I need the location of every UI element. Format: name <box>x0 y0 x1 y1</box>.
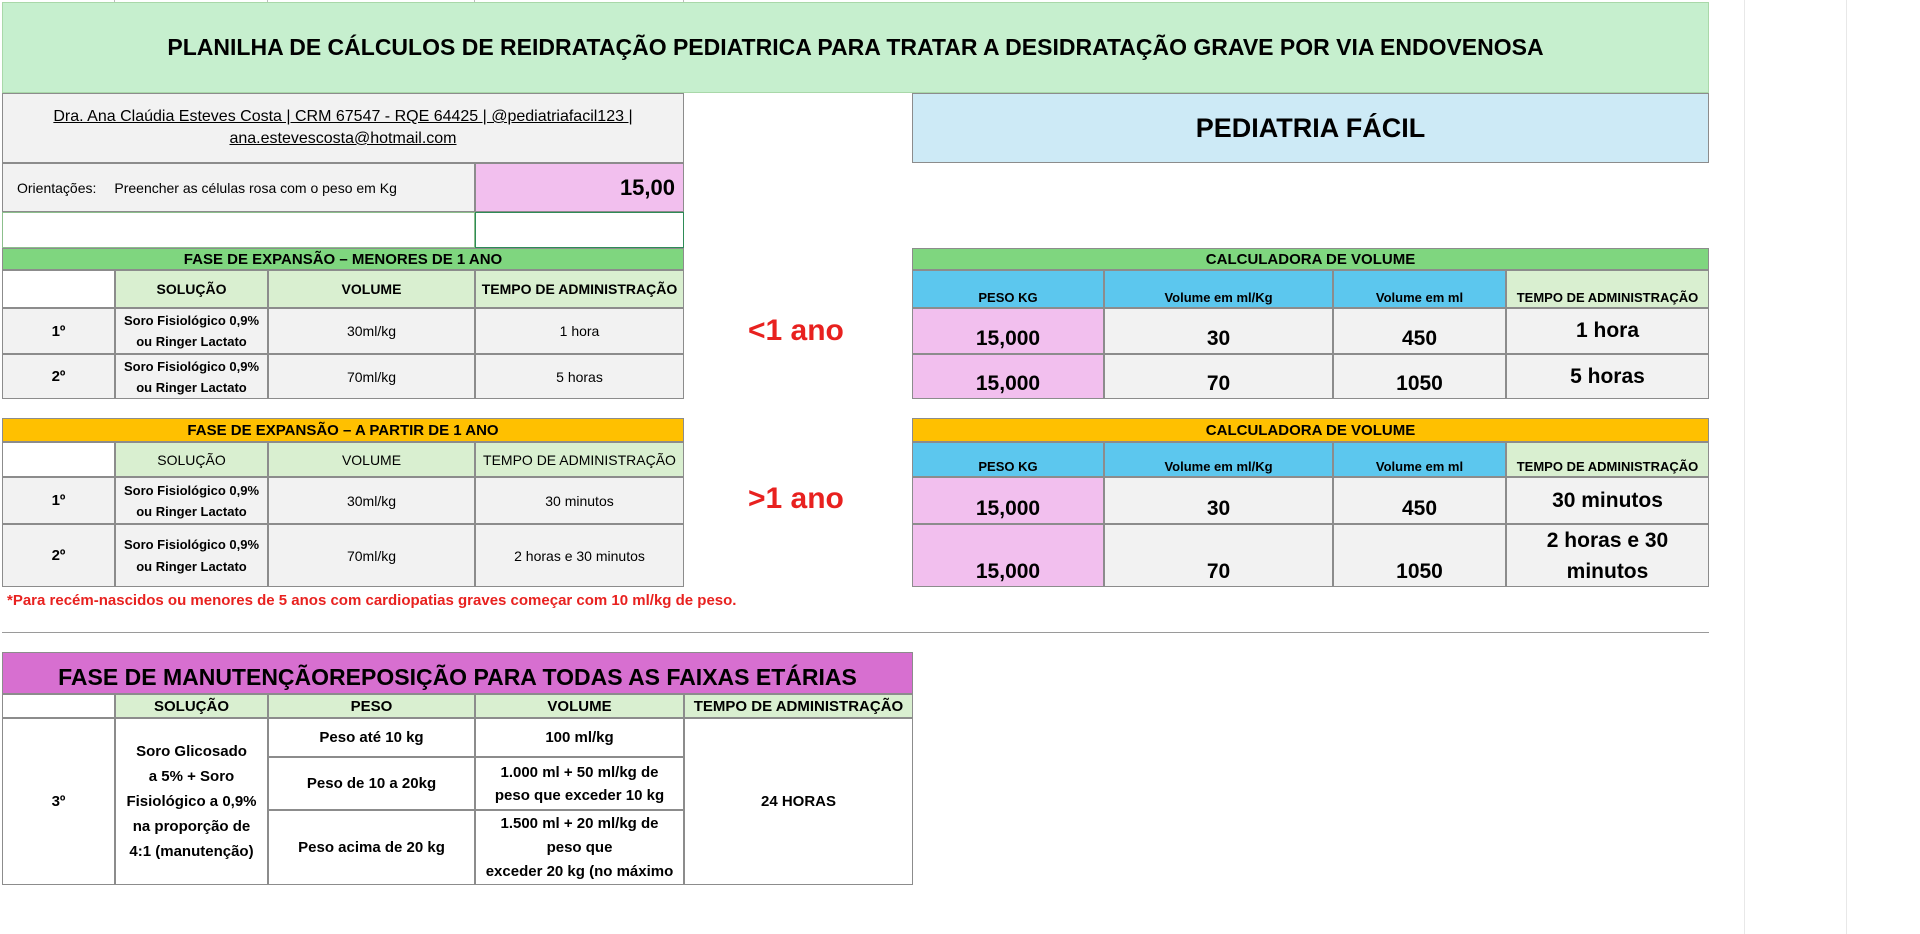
under1-calc-mlkg: 30 <box>1104 308 1333 354</box>
maint-header-solution: SOLUÇÃO <box>115 694 268 718</box>
under1-header-volume: VOLUME <box>268 270 475 308</box>
over1-calc-time <box>1506 524 1709 587</box>
over1-calc-header-mlkg: Volume em ml/Kg <box>1104 442 1333 477</box>
maintenance-title: FASE DE MANUTENÇÃOREPOSIÇÃO PARA TODAS AS FAIXAS ETÁRIAS <box>2 652 913 694</box>
solution-line: Fisiológico a 0,9% <box>126 793 257 810</box>
maint-header-weight: PESO <box>268 694 475 718</box>
volume-line: peso que <box>546 838 613 856</box>
over1-calc-title: CALCULADORA DE VOLUME <box>912 418 1709 442</box>
volume-line: 1.500 ml + 20 ml/kg de <box>500 814 659 832</box>
over1-calc-ml: 450 <box>1333 477 1506 524</box>
over1-calc-mlkg: 30 <box>1104 477 1333 524</box>
under1-calc-ml: 1050 <box>1333 354 1506 399</box>
solution-line: ou Ringer Lactato <box>136 503 247 519</box>
empty-cell[interactable] <box>475 212 684 248</box>
under1-row-solution <box>115 308 268 354</box>
maint-weight: Peso até 10 kg <box>268 718 475 757</box>
over1-calc-header-weight: PESO KG <box>912 442 1104 477</box>
time-line: minutos <box>1566 559 1649 583</box>
maint-time: 24 HORAS <box>684 718 913 885</box>
maint-volume <box>475 757 684 810</box>
solution-line: Soro Fisiológico 0,9% <box>123 482 260 498</box>
author-line: Dra. Ana Claúdia Esteves Costa | CRM 67547 - RQE 64425 | @pediatriafacil123 | <box>53 108 633 125</box>
under1-header-solution: SOLUÇÃO <box>115 270 268 308</box>
maint-volume <box>475 810 684 885</box>
maint-volume: 100 ml/kg <box>475 718 684 757</box>
solution-line: ou Ringer Lactato <box>136 379 247 395</box>
over1-calc-header-time: TEMPO DE ADMINISTRAÇÃO <box>1506 442 1709 477</box>
under1-row-solution <box>115 354 268 399</box>
orientation-label: Orientações: <box>17 179 97 196</box>
weight-input[interactable]: 15,00 <box>475 163 684 212</box>
over1-section-title: FASE DE EXPANSÃO – A PARTIR DE 1 ANO <box>2 418 684 442</box>
over1-age-tag: >1 ano <box>748 482 844 515</box>
under1-calc-weight[interactable]: 15,000 <box>912 354 1104 399</box>
under1-row-number: 2º <box>2 354 115 399</box>
over1-row-volume: 30ml/kg <box>268 477 475 524</box>
under1-row-volume: 70ml/kg <box>268 354 475 399</box>
maint-header-blank <box>2 694 115 718</box>
under1-header-blank <box>2 270 115 308</box>
solution-line: Soro Fisiológico 0,9% <box>123 313 260 328</box>
over1-calc-time: 30 minutos <box>1506 477 1709 524</box>
cardiopathy-note: *Para recém-nascidos ou menores de 5 anos com cardiopatias graves começar com 10 ml/kg de peso. <box>7 592 737 609</box>
solution-line: Soro Glicosado <box>136 743 247 760</box>
solution-line: 4:1 (manutenção) <box>129 843 254 860</box>
maint-weight: Peso acima de 20 kg <box>268 810 475 885</box>
under1-calc-header-weight: PESO KG <box>912 270 1104 308</box>
maint-solution <box>115 718 268 885</box>
volume-line: exceder 20 kg (no máximo <box>485 862 674 880</box>
over1-row-solution <box>115 477 268 524</box>
under1-calc-time: 1 hora <box>1506 308 1709 354</box>
brand-title: PEDIATRIA FÁCIL <box>912 93 1709 163</box>
under1-row-time: 1 hora <box>475 308 684 354</box>
maint-weight: Peso de 10 a 20kg <box>268 757 475 810</box>
section-divider <box>2 632 1709 633</box>
empty-cell[interactable] <box>2 212 475 248</box>
time-line: 2 horas e 30 <box>1546 528 1669 552</box>
solution-line: Soro Fisiológico 0,9% <box>123 358 260 374</box>
author-info <box>2 93 684 163</box>
over1-calc-ml: 1050 <box>1333 524 1506 587</box>
over1-row-number: 1º <box>2 477 115 524</box>
column-guide <box>1744 0 1745 934</box>
under1-calc-weight[interactable]: 15,000 <box>912 308 1104 354</box>
over1-header-time: TEMPO DE ADMINISTRAÇÃO <box>475 442 684 477</box>
solution-line: a 5% + Soro <box>148 768 235 785</box>
author-email-link[interactable]: ana.estevescosta@hotmail.com <box>229 130 457 147</box>
over1-row-number: 2º <box>2 524 115 587</box>
under1-calc-header-ml: Volume em ml <box>1333 270 1506 308</box>
under1-calc-title: CALCULADORA DE VOLUME <box>912 248 1709 270</box>
page-title: PLANILHA DE CÁLCULOS DE REIDRATAÇÃO PEDIATRICA PARA TRATAR A DESIDRATAÇÃO GRAVE POR VIA ENDOVENOSA <box>2 2 1709 93</box>
under1-calc-ml: 450 <box>1333 308 1506 354</box>
volume-line: peso que exceder 10 kg <box>494 786 665 804</box>
under1-calc-mlkg: 70 <box>1104 354 1333 399</box>
under1-header-time: TEMPO DE ADMINISTRAÇÃO <box>475 270 684 308</box>
under1-calc-header-time: TEMPO DE ADMINISTRAÇÃO <box>1506 270 1709 308</box>
over1-header-solution: SOLUÇÃO <box>115 442 268 477</box>
under1-section-title: FASE DE EXPANSÃO – MENORES DE 1 ANO <box>2 248 684 270</box>
maint-header-time: TEMPO DE ADMINISTRAÇÃO <box>684 694 913 718</box>
solution-line: na proporção de <box>132 818 251 835</box>
maint-row-number: 3º <box>2 718 115 885</box>
under1-calc-header-mlkg: Volume em ml/Kg <box>1104 270 1333 308</box>
maint-header-volume: VOLUME <box>475 694 684 718</box>
solution-line: ou Ringer Lactato <box>136 558 247 574</box>
orientation-cell <box>2 163 475 212</box>
over1-header-volume: VOLUME <box>268 442 475 477</box>
over1-calc-weight[interactable]: 15,000 <box>912 477 1104 524</box>
over1-header-blank <box>2 442 115 477</box>
under1-calc-time: 5 horas <box>1506 354 1709 399</box>
column-guide <box>1846 0 1847 934</box>
solution-line: Soro Fisiológico 0,9% <box>123 536 260 552</box>
under1-age-tag: <1 ano <box>748 314 844 347</box>
over1-calc-weight[interactable]: 15,000 <box>912 524 1104 587</box>
over1-row-time: 2 horas e 30 minutos <box>475 524 684 587</box>
over1-row-volume: 70ml/kg <box>268 524 475 587</box>
under1-row-volume: 30ml/kg <box>268 308 475 354</box>
solution-line: ou Ringer Lactato <box>136 334 247 349</box>
under1-row-number: 1º <box>2 308 115 354</box>
over1-calc-mlkg: 70 <box>1104 524 1333 587</box>
under1-row-time: 5 horas <box>475 354 684 399</box>
over1-row-time: 30 minutos <box>475 477 684 524</box>
orientation-text: Preencher as células rosa com o peso em Kg <box>114 179 397 196</box>
volume-line: 1.000 ml + 50 ml/kg de <box>500 763 659 781</box>
over1-calc-header-ml: Volume em ml <box>1333 442 1506 477</box>
over1-row-solution <box>115 524 268 587</box>
